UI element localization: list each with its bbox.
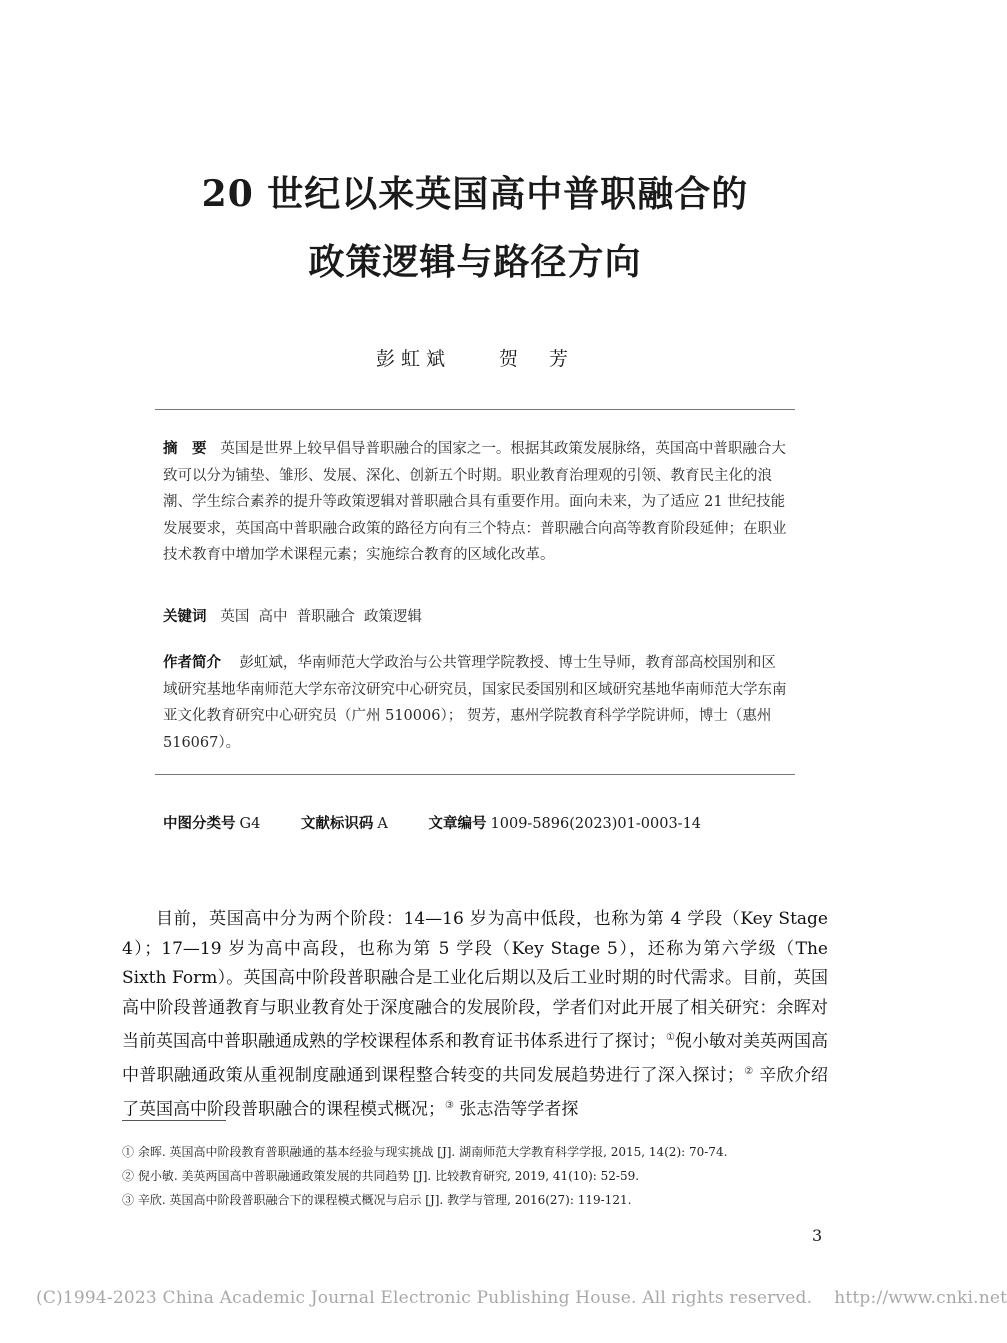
body-part-3: 辛欣介绍了英国高中阶段普职融合的课程模式概况； bbox=[122, 1065, 829, 1120]
abstract-label: 摘 要 bbox=[163, 441, 207, 457]
author-2: 贺 芳 bbox=[499, 348, 575, 370]
keywords-label: 关键词 bbox=[163, 609, 207, 625]
doc-code-value: A bbox=[377, 816, 388, 832]
footnote-divider bbox=[122, 1120, 226, 1121]
author-1: 彭虹斌 bbox=[375, 348, 451, 370]
authors bbox=[0, 344, 950, 374]
footnote-ref-3[interactable]: ③ bbox=[445, 1100, 454, 1112]
abstract-text: 英国是世界上较早倡导普职融合的国家之一。根据其政策发展脉络，英国高中普职融合大致可以分为铺垫、雏形、发展、深化、创新五个时期。职业教育治理观的引领、教育民主化的浪潮、学生综合素养的提升等政策逻辑对普职融合具有重要作用。面向未来，为了适应 21 世纪技能发展要求，英国高中普职融合政策的路径方向有三个特点：普职融合向高等教育阶段延伸；在职业技术教育中增加学术课程元素；实施综合教育的区域化改革。 bbox=[163, 441, 787, 563]
bottom-divider bbox=[155, 774, 795, 775]
title-line-1: 20 世纪以来英国高中普职融合的 bbox=[201, 173, 749, 215]
footnote-3: ③ 辛欣. 英国高中阶段普职融合下的课程模式概况与启示 [J]. 教学与管理, 2016(27): 119-121. bbox=[122, 1193, 632, 1207]
doc-code-label: 文献标识码 bbox=[300, 816, 374, 832]
clc-label: 中图分类号 bbox=[163, 816, 236, 832]
footnote-1: ① 余晖. 英国高中阶段教育普职融通的基本经验与现实挑战 [J]. 湖南师范大学教育科学学报, 2015, 14(2): 70-74. bbox=[122, 1145, 728, 1159]
footnote-ref-2[interactable]: ② bbox=[743, 1066, 754, 1078]
author-bio bbox=[163, 650, 788, 756]
copyright-url[interactable]: http://www.cnki.net bbox=[834, 1288, 1007, 1308]
footnote-ref-1[interactable]: ① bbox=[666, 1032, 675, 1043]
title-line-2: 政策逻辑与路径方向 bbox=[308, 241, 642, 283]
body-paragraph bbox=[122, 905, 828, 1125]
keywords-text: 英国 高中 普职融合 政策逻辑 bbox=[220, 609, 422, 625]
author-bio-text: 彭虹斌，华南师范大学政治与公共管理学院教授、博士生导师，教育部高校国别和区域研究基地华南师范大学东帝汶研究中心研究员，国家民委国别和区域研究基地华南师范大学东南亚文化教育研究中心研究员（广州 510006）； 贺芳，惠州学院教育科学学院讲师，博士（惠州 516067）。 bbox=[163, 655, 787, 751]
top-divider bbox=[155, 409, 795, 410]
page-number: 3 bbox=[812, 1226, 823, 1245]
body-part-2: 倪小敏对美英两国高中普职融通政策从重视制度融通到课程整合转变的共同发展趋势进行了深入探讨； bbox=[122, 1031, 829, 1086]
article-number-label: 文章编号 bbox=[428, 816, 487, 832]
body-part-4: 张志浩等学者探 bbox=[453, 1099, 579, 1120]
author-bio-label: 作者简介 bbox=[163, 655, 221, 671]
copyright-text: (C)1994-2023 China Academic Journal Electronic Publishing House. All rights reserved. bbox=[36, 1288, 813, 1308]
footnote-2: ② 倪小敏. 美英两国高中普职融通政策发展的共同趋势 [J]. 比较教育研究, 2019, 41(10): 52-59. bbox=[122, 1169, 640, 1183]
abstract bbox=[163, 436, 788, 569]
body-part-1: 目前，英国高中分为两个阶段：14—16 岁为高中低段，也称为第 4 学段（Key Stage 4）；17—19 岁为高中高段，也称为第 5 学段（Key Stage 5），还称为第六学级（The Sixth Form）。英国高中阶段普职融合是工业化后期以及后工业时期的时代需求。目前，英国高中阶段普通教育与职业教育处于深度融合的发展阶段，学者们对此开展了相关研究：余晖对当前英国高中普职融通成熟的学校课程体系和教育证书体系进行了探讨； bbox=[122, 909, 828, 1052]
article-number-value: 1009-5896(2023)01-0003-14 bbox=[490, 816, 702, 832]
clc-value: G4 bbox=[239, 816, 261, 832]
copyright-watermark bbox=[36, 1288, 1007, 1308]
article-meta bbox=[163, 811, 788, 837]
keywords bbox=[163, 604, 788, 631]
